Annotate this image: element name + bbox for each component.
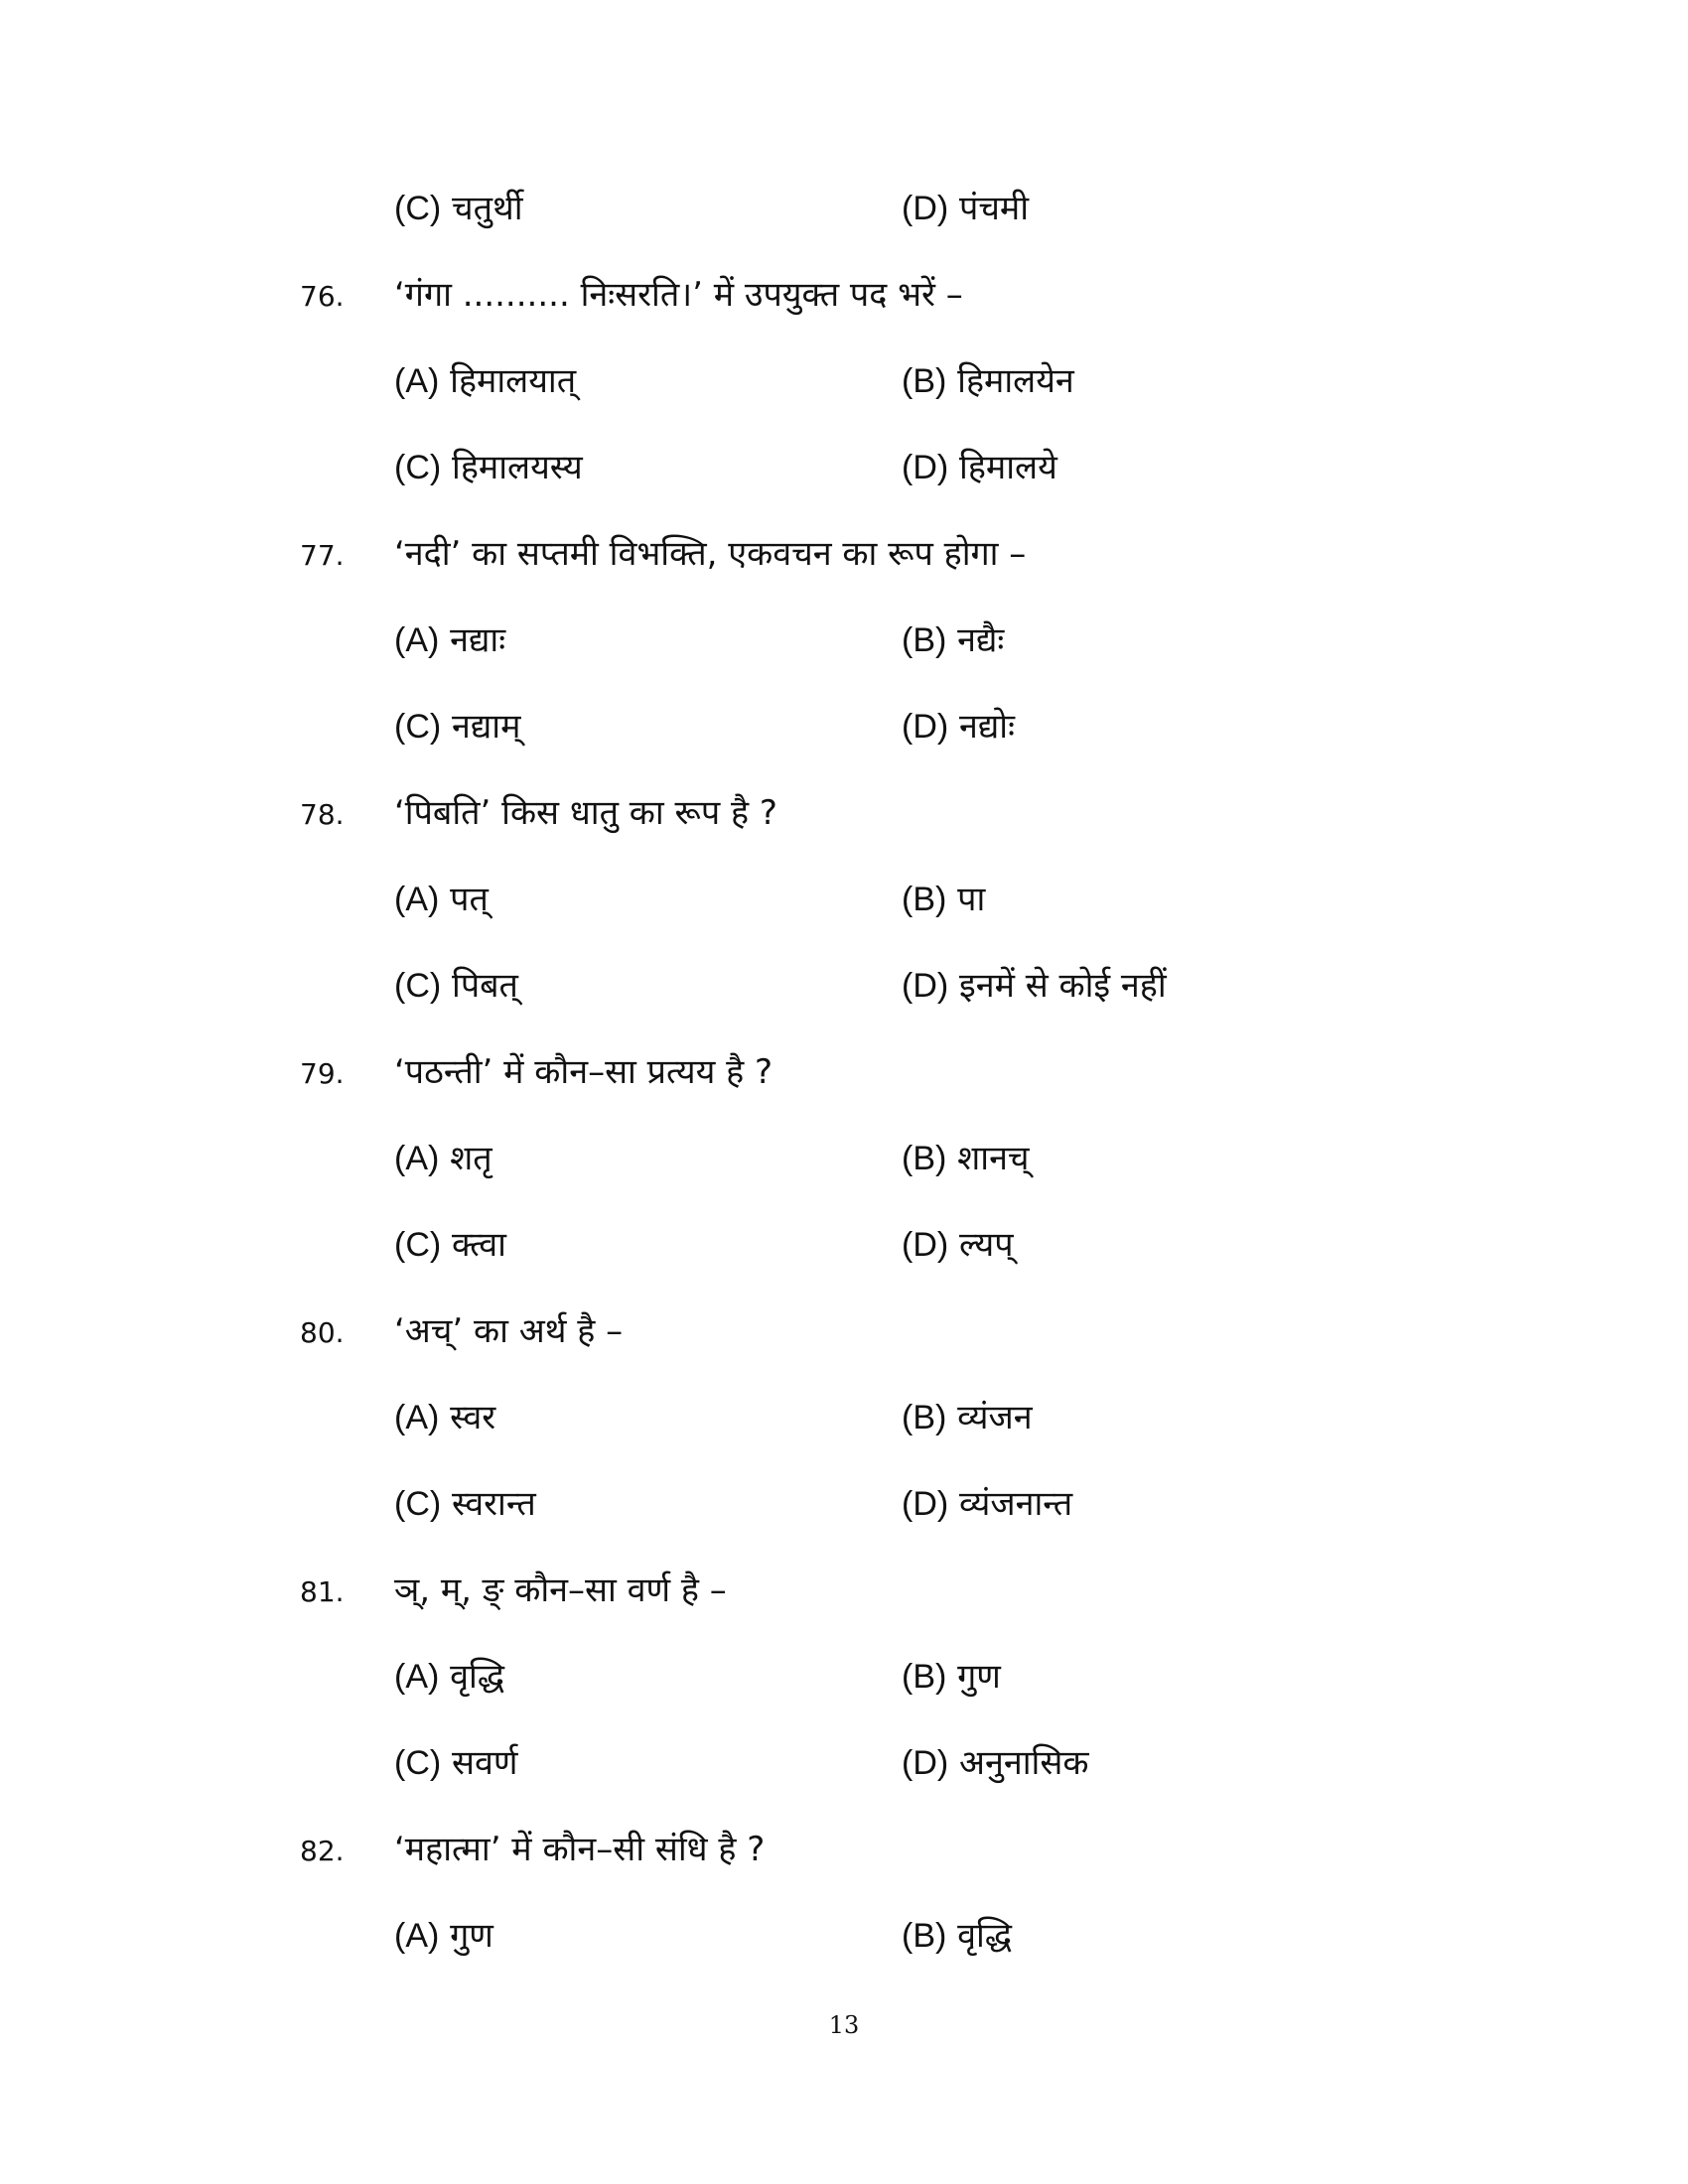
option-b [902, 870, 985, 929]
option-text: चतुर्थी [452, 189, 523, 228]
option-letter: (A) [394, 1140, 440, 1177]
option-letter: (A) [394, 1399, 440, 1436]
option-letter: (C) [394, 967, 442, 1005]
option-text: शानच् [957, 1139, 1030, 1178]
option-d [902, 179, 1029, 238]
option-b [902, 1129, 1030, 1188]
option-text: हिमालये [959, 448, 1057, 487]
option-letter: (B) [902, 881, 947, 918]
option-text: शतृ [450, 1139, 492, 1178]
option-text: पिबत् [452, 966, 518, 1006]
option-a [394, 1129, 492, 1188]
option-text: अनुनासिक [959, 1743, 1089, 1783]
question-number: 82. [300, 1835, 345, 1867]
option-c [394, 1215, 506, 1275]
option-text: नद्यैः [957, 620, 1005, 660]
option-d [902, 1215, 1014, 1275]
option-text: सवर्ण [452, 1743, 518, 1783]
option-text: पत् [450, 880, 489, 919]
question-text: ‘महात्मा’ में कौन–सी संधि है ? [394, 1830, 766, 1869]
option-letter: (B) [902, 1658, 947, 1696]
option-letter: (A) [394, 621, 440, 659]
option-text: व्यंजनान्त [959, 1484, 1073, 1524]
page-number: 13 [828, 2011, 860, 2039]
question-number: 76. [300, 280, 345, 313]
option-text: स्वर [450, 1398, 496, 1437]
option-text: पंचमी [959, 189, 1030, 228]
option-text: हिमालयस्य [452, 448, 583, 487]
option-letter: (B) [902, 1140, 947, 1177]
option-a [394, 351, 576, 411]
option-text: इनमें से कोई नहीं [959, 966, 1167, 1006]
question-text: ‘नदी’ का सप्तमी विभक्ति, एकवचन का रूप होगा – [394, 534, 1027, 574]
option-a [394, 870, 489, 929]
option-letter: (B) [902, 1917, 947, 1955]
option-d [902, 438, 1057, 497]
option-c [394, 438, 583, 497]
option-b [902, 1647, 1001, 1706]
option-text: ल्यप् [959, 1225, 1014, 1265]
option-text: वृद्धि [450, 1657, 505, 1697]
option-d [902, 956, 1167, 1016]
option-letter: (C) [394, 449, 442, 486]
option-text: वृद्धि [957, 1916, 1013, 1956]
option-b [902, 351, 1074, 411]
option-letter: (B) [902, 1399, 947, 1436]
option-letter: (D) [902, 449, 949, 486]
option-b [902, 1388, 1033, 1447]
option-b [902, 611, 1004, 670]
option-letter: (C) [394, 1226, 442, 1264]
option-letter: (A) [394, 362, 440, 400]
option-letter: (B) [902, 621, 947, 659]
option-b [902, 1906, 1012, 1966]
option-a [394, 611, 505, 670]
option-text: नद्योः [959, 707, 1015, 747]
option-letter: (D) [902, 190, 949, 227]
option-c [394, 179, 523, 238]
option-c [394, 1733, 518, 1793]
option-text: गुण [450, 1916, 493, 1956]
option-text: नद्याम् [452, 707, 521, 747]
question-number: 81. [300, 1575, 345, 1608]
question-text: ‘अच्’ का अर्थ है – [394, 1311, 624, 1351]
option-c [394, 697, 520, 756]
option-letter: (D) [902, 1744, 949, 1782]
option-c [394, 1474, 536, 1534]
option-d [902, 1733, 1088, 1793]
option-letter: (D) [902, 1226, 949, 1264]
option-text: गुण [957, 1657, 1001, 1697]
option-letter: (A) [394, 1917, 440, 1955]
option-text: व्यंजन [957, 1398, 1033, 1437]
option-letter: (A) [394, 881, 440, 918]
option-text: क्त्वा [452, 1225, 506, 1265]
option-text: पा [957, 880, 986, 919]
option-letter: (C) [394, 1485, 442, 1523]
question-text: ‘गंगा .......... निःसरति।’ में उपयुक्त पद भरें – [394, 275, 963, 315]
question-number: 79. [300, 1057, 345, 1090]
option-a [394, 1388, 495, 1447]
option-text: हिमालयेन [957, 361, 1074, 401]
question-text: ‘पठन्ती’ में कौन–सा प्रत्यय है ? [394, 1052, 774, 1092]
option-a [394, 1647, 504, 1706]
option-letter: (D) [902, 967, 949, 1005]
option-letter: (B) [902, 362, 947, 400]
option-letter: (C) [394, 1744, 442, 1782]
option-text: हिमालयात् [450, 361, 577, 401]
option-letter: (C) [394, 708, 442, 746]
question-text: ञ्, म्, ङ् कौन–सा वर्ण है – [394, 1570, 727, 1610]
question-number: 77. [300, 539, 345, 572]
question-number: 78. [300, 798, 345, 831]
option-letter: (C) [394, 190, 442, 227]
option-letter: (D) [902, 1485, 949, 1523]
option-a [394, 1906, 493, 1966]
option-d [902, 697, 1015, 756]
option-d [902, 1474, 1072, 1534]
option-letter: (A) [394, 1658, 440, 1696]
question-text: ‘पिबति’ किस धातु का रूप है ? [394, 793, 777, 833]
question-number: 80. [300, 1316, 345, 1349]
option-c [394, 956, 518, 1016]
option-text: स्वरान्त [452, 1484, 536, 1524]
option-letter: (D) [902, 708, 949, 746]
option-text: नद्याः [450, 620, 506, 660]
